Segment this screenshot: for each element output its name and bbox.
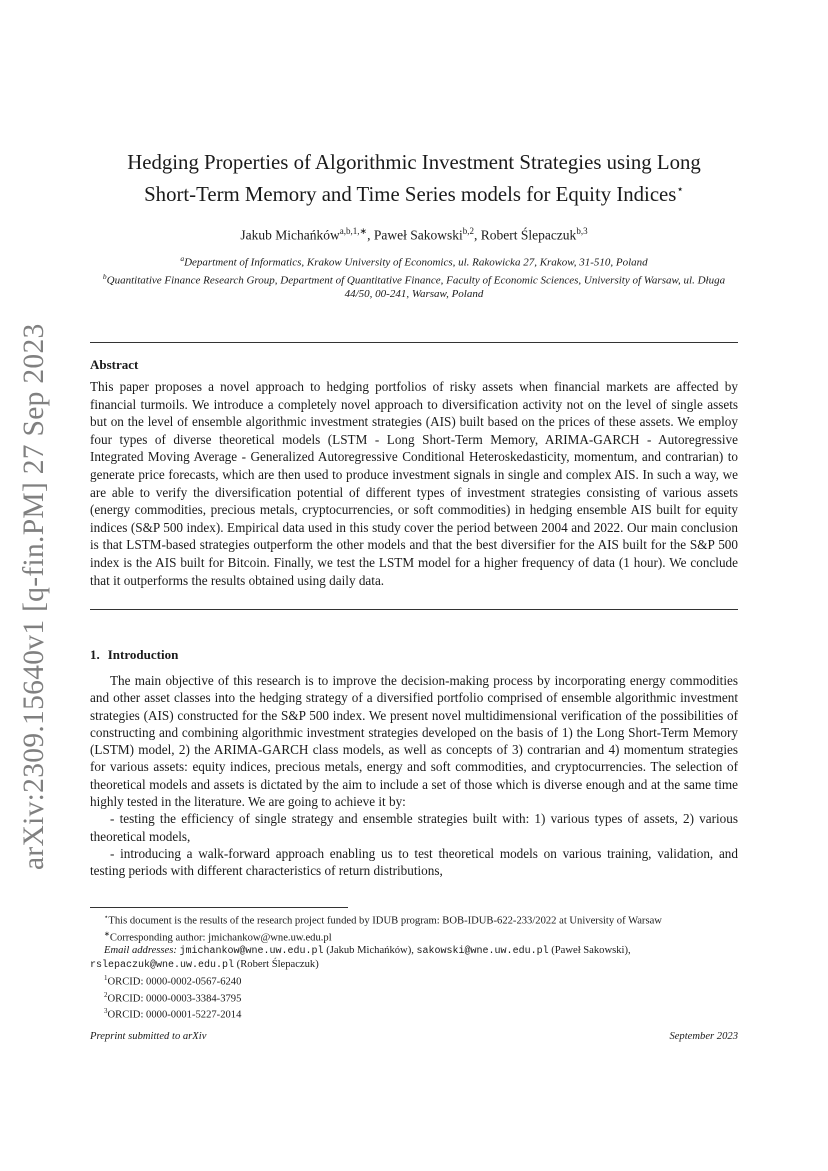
intro-paragraph: - introducing a walk-forward approach enabling us to test theoretical models on various training, validation, and testing periods with different characteristics of return distributions, bbox=[90, 845, 738, 879]
footnote-corresponding bbox=[90, 928, 738, 945]
footnote-funding bbox=[90, 911, 738, 928]
affiliation-a bbox=[90, 252, 738, 270]
abstract-text: This paper proposes a novel approach to hedging portfolios of risky assets when financial markets are affected by financial turmoils. We introduce a completely novel approach to diversification activity not on the level of single assets but on the level of ensemble algorithmic investment strategies (AIS) built based on the prices of these assets. We employ four types of diverse theoretical models (LSTM - Long Short-Term Memory, ARIMA-GARCH - Autoregressive Integrated Moving Average - Generalized Autoregressive Conditional Heteroskedasticity, momentum, and contrarian) to generate price forecasts, which are then used to produce investment signals in single and complex AIS. In such a way, we are able to verify the diversification potential of different types of investment strategies consisting of various assets (energy commodities, precious metals, cryptocurrencies, or soft commodities) in hedging ensemble AIS built for equity indices (S&P 500 index). Empirical data used in this study cover the period between 2004 and 2022. Our main conclusion is that LSTM-based strategies outperform the other models and that the best diversifier for the AIS built for the S&P 500 index is the AIS built for Bitcoin. Finally, we test the LSTM model for a higher frequency of data (1 hour). We conclude that it outperforms the results obtained using daily data. bbox=[90, 379, 738, 588]
author-affil-mark[interactable]: b,3 bbox=[576, 226, 588, 236]
email-owner: (Jakub Michańków), bbox=[323, 945, 417, 957]
email-owner: (Paweł Sakowski), bbox=[548, 945, 631, 957]
footnote-mark: ∗ bbox=[104, 929, 110, 938]
email-link[interactable]: sakowski@wne.uw.edu.pl bbox=[416, 946, 549, 958]
affiliation-text: Quantitative Finance Research Group, Department of Quantitative Finance, Faculty of Economic Sciences, University of Warsaw, ul. Długa 44/50, 00-241, Warsaw, Poland bbox=[106, 274, 726, 301]
author-affil-mark[interactable]: a,b,1,∗ bbox=[339, 226, 368, 236]
footnote-rule bbox=[90, 907, 348, 908]
arxiv-identifier-stamp[interactable]: arXiv:2309.15640v1 [q-fin.PM] 27 Sep 2023 bbox=[18, 323, 50, 870]
orcid-text: ORCID: 0000-0003-3384-3795 bbox=[107, 993, 242, 1005]
footnote-mark: 3 bbox=[104, 1007, 108, 1016]
affiliation-mark: b bbox=[102, 271, 107, 281]
author-name: Paweł Sakowski bbox=[373, 227, 463, 243]
section-title: Introduction bbox=[107, 647, 179, 662]
footer-date: September 2023 bbox=[669, 1031, 738, 1042]
footer-preprint-note: Preprint submitted to arXiv bbox=[90, 1031, 207, 1042]
intro-paragraph: - testing the efficiency of single strategy and ensemble strategies built with: 1) various types of assets, 2) various theoretical models, bbox=[90, 811, 738, 844]
orcid-text: ORCID: 0000-0002-0567-6240 bbox=[107, 976, 242, 988]
footnote-mark: 2 bbox=[104, 990, 108, 999]
email-label: Email addresses: bbox=[104, 945, 177, 957]
author-name: Robert Ślepaczuk bbox=[480, 227, 577, 243]
footnote-orcid-1 bbox=[90, 972, 738, 989]
orcid-text: ORCID: 0000-0001-5227-2014 bbox=[107, 1009, 242, 1021]
affiliation-b bbox=[90, 270, 738, 302]
footnote-mark: 1 bbox=[104, 974, 108, 983]
abstract-bottom-rule bbox=[90, 609, 738, 610]
author-name: Jakub Michańków bbox=[240, 227, 340, 243]
affiliations bbox=[90, 252, 738, 301]
title-line-1: Hedging Properties of Algorithmic Investment Strategies using Long bbox=[127, 151, 701, 174]
author-separator: , bbox=[473, 227, 481, 243]
footnote-text: Corresponding author: jmichankow@wne.uw.edu.pl bbox=[109, 932, 332, 944]
footnote-emails bbox=[90, 944, 738, 972]
introduction-body bbox=[90, 672, 738, 880]
author-affil-mark[interactable]: b,2 bbox=[462, 226, 474, 236]
footnote-mark: ⋆ bbox=[104, 913, 109, 921]
footnotes bbox=[90, 911, 738, 1022]
footnote-orcid-2 bbox=[90, 989, 738, 1006]
affiliation-mark: a bbox=[180, 254, 185, 263]
email-link[interactable]: rslepaczuk@wne.uw.edu.pl bbox=[90, 960, 235, 972]
section-heading-introduction bbox=[90, 647, 178, 663]
intro-paragraph: The main objective of this research is to improve the decision-making process by incorporating energy commodities and other asset classes into the hedging strategy of a diversified portfolio comprised of ensemble algorithmic investment strategies (AIS) constructed for the S&P 500 index. We present novel multidimensional verification of the possibilities of constructing and combining algorithmic investment strategies developed on the basis of 1) the Long Short-Term Memory (LSTM) model, 2) the ARIMA-GARCH class models, as well as concepts of 3) contrarian and 4) momentum strategies for various assets: equity indices, precious metals, energy and soft commodities, and cryptocurrencies. The selection of theoretical models and assets is dictated by the aim to include a set of those which is diverse enough and at the same time highly tested in the literature. We are going to achieve it by: bbox=[90, 673, 738, 810]
email-link[interactable]: jmichankow@wne.uw.edu.pl bbox=[179, 946, 324, 958]
email-owner: (Robert Ślepaczuk) bbox=[234, 959, 319, 971]
title-footnote-mark[interactable]: ⋆ bbox=[676, 182, 684, 196]
affiliation-text: Department of Informatics, Krakow University of Economics, ul. Rakowicka 27, Krakow, 31-510, Poland bbox=[184, 256, 648, 269]
section-number: 1. bbox=[90, 647, 100, 662]
title-line-2-text: Short-Term Memory and Time Series models for Equity Indices bbox=[144, 182, 677, 206]
abstract-top-rule bbox=[90, 342, 738, 343]
footnote-orcid-3 bbox=[90, 1005, 738, 1022]
abstract-heading: Abstract bbox=[90, 357, 139, 372]
title-line-2 bbox=[90, 176, 738, 208]
footnote-text: This document is the results of the research project funded by IDUB program: BOB-IDUB-622-233/2022 at University of Warsaw bbox=[108, 915, 662, 927]
author-list bbox=[90, 222, 738, 245]
paper-title bbox=[90, 150, 738, 208]
author-separator: , bbox=[367, 227, 374, 243]
